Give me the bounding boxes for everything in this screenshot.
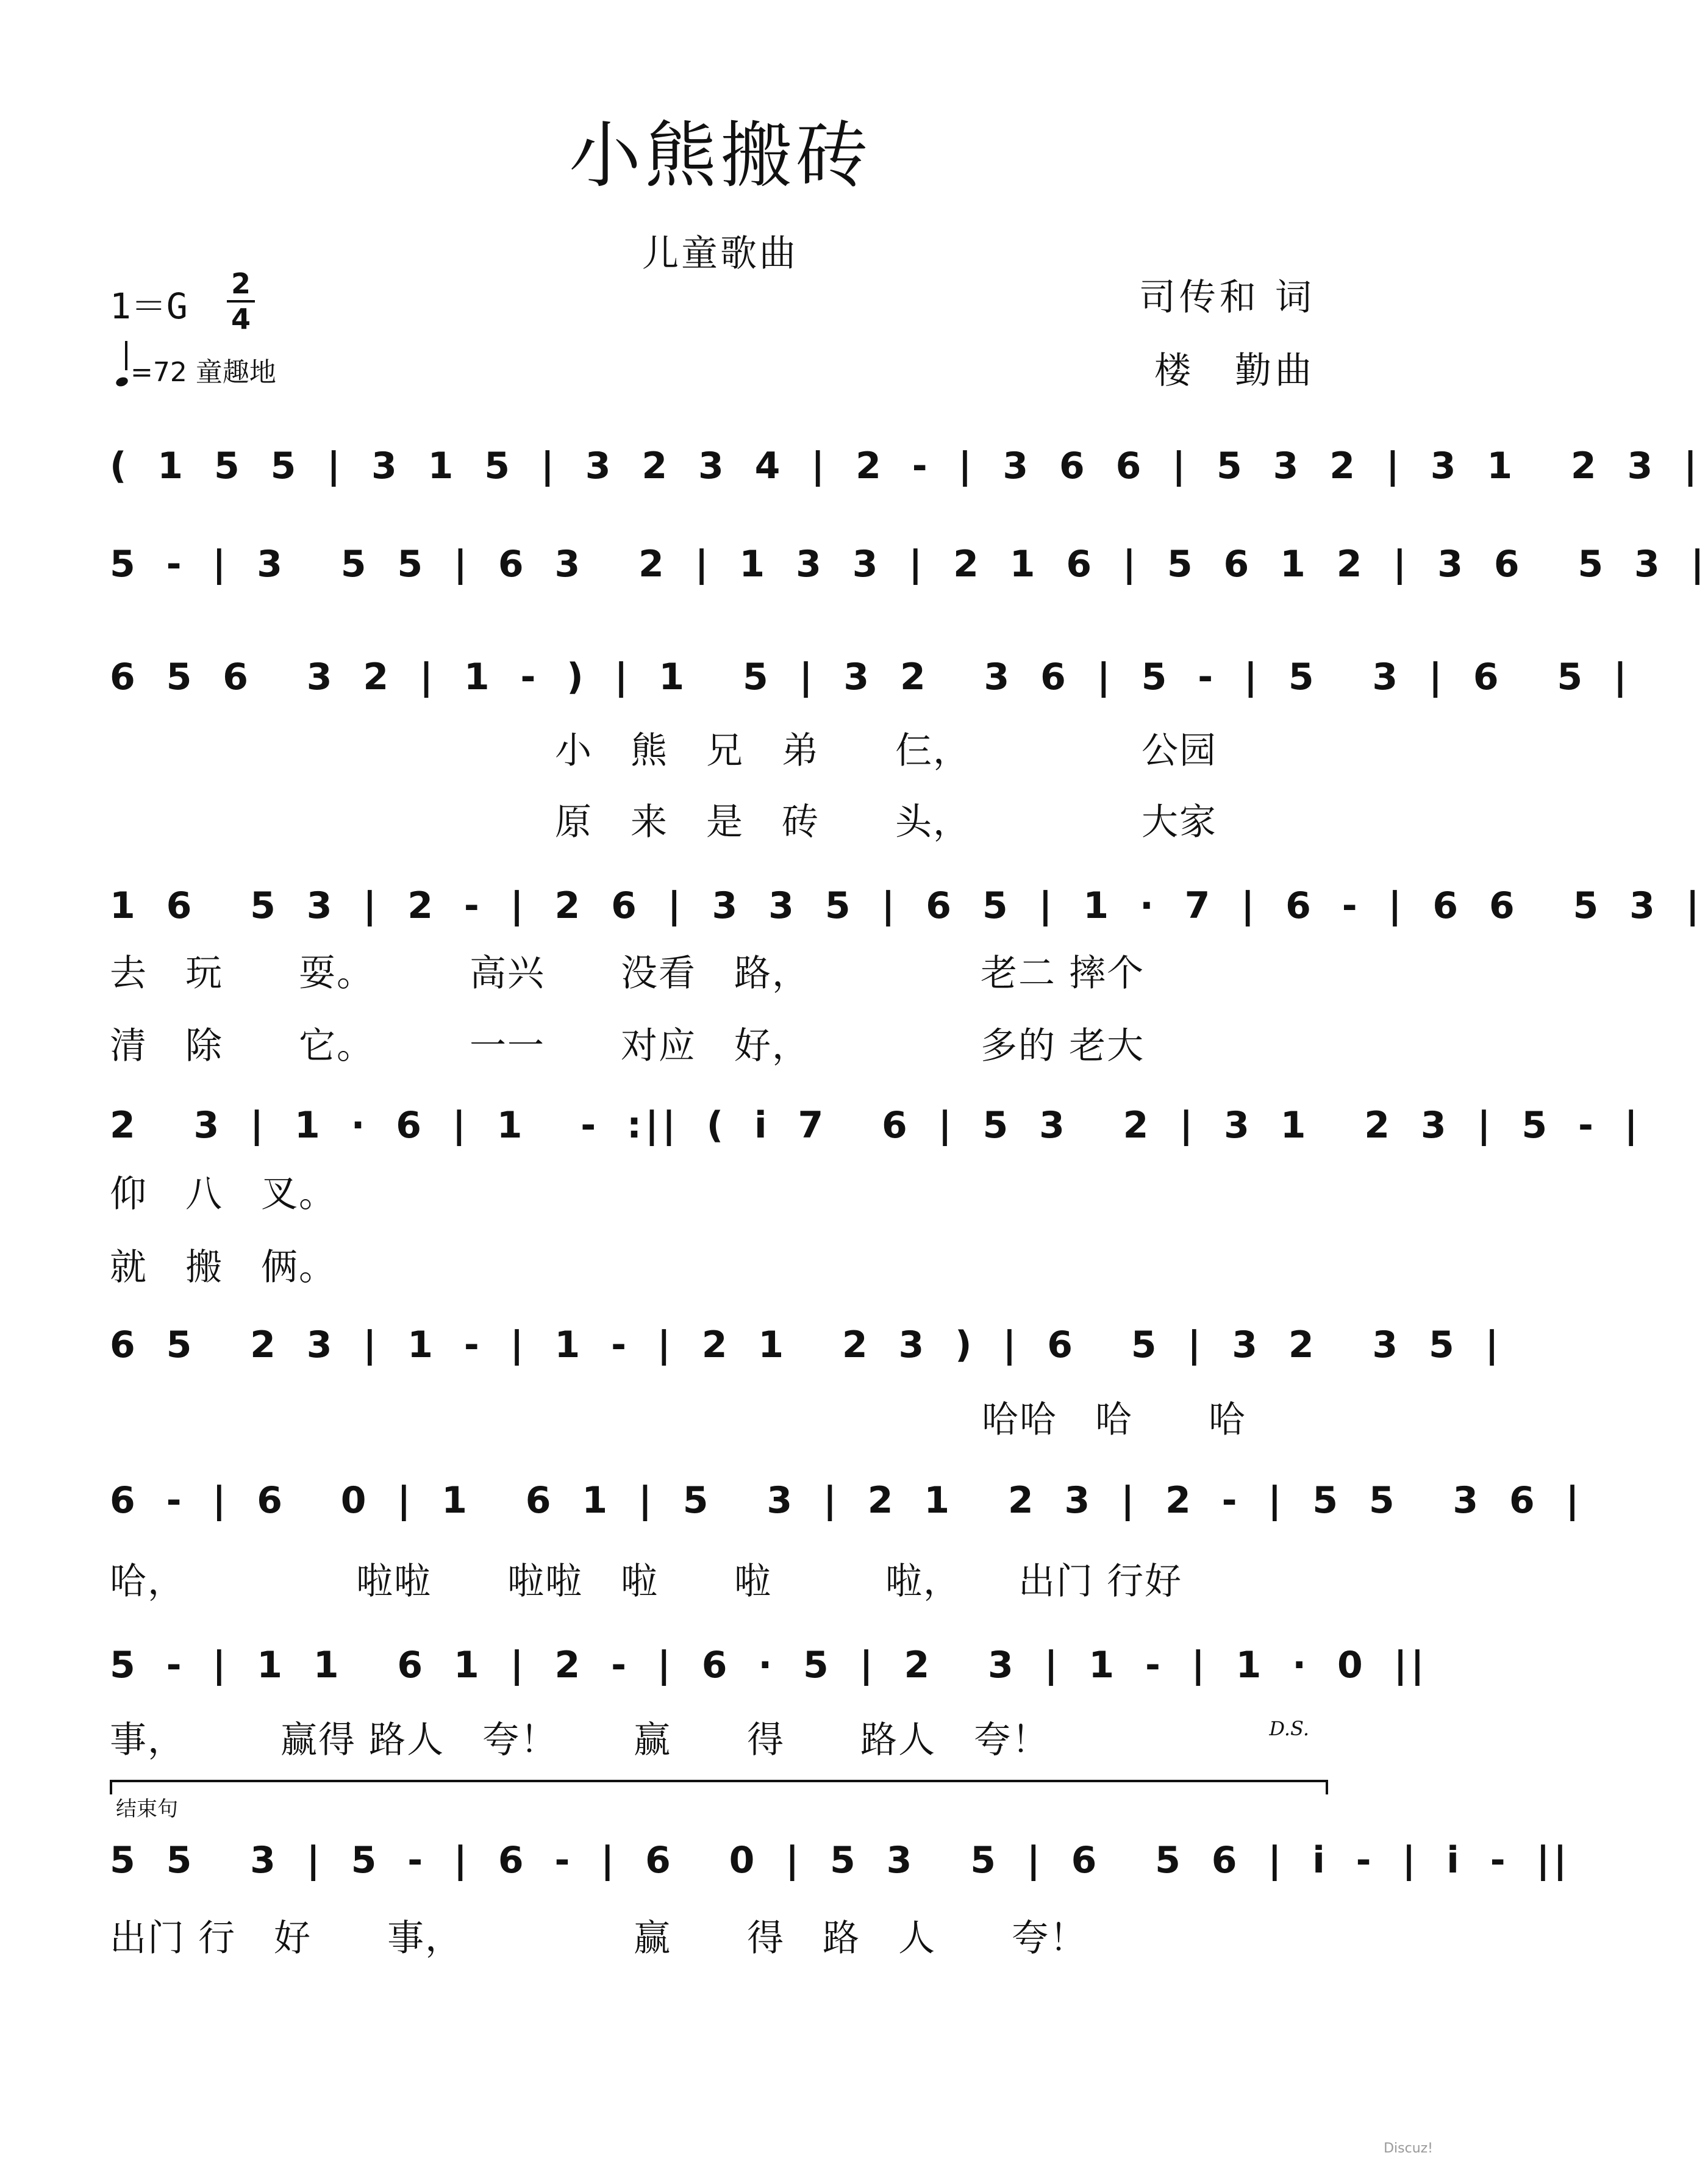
watermark: Discuz! <box>1384 2141 1433 2156</box>
notation-row-5 <box>110 1101 1642 1156</box>
tempo-text: =72 童趣地 <box>130 357 276 388</box>
composer: 楼 勤曲 <box>1154 349 1315 392</box>
notation-row-1 <box>110 442 1701 496</box>
notation-text: 6 - | 6 0 | 1 6 1 | 5 3 | 2 1 2 3 | 2 - | 5 5 3 6 | <box>110 1479 1583 1522</box>
notation-text: 5 - | 1 1 6 1 | 2 - | 6 · 5 | 2 3 | 1 - | 1 · 0 || <box>110 1644 1428 1686</box>
notation-row-2 <box>110 540 1708 595</box>
notation-text: 6 5 2 3 | 1 - | 1 - | 2 1 2 3 ) | 6 5 | 3 2 3 5 | <box>110 1324 1503 1366</box>
song-title: 小熊搬砖 <box>568 113 871 198</box>
lyricist: 司传和 词 <box>1138 276 1315 319</box>
time-signature-bottom: 4 <box>230 303 251 335</box>
notation-row-7 <box>110 1476 1583 1531</box>
ending-bracket <box>110 1780 1328 1794</box>
notation-text: 5 5 3 | 5 - | 6 - | 6 0 | 5 3 5 | 6 5 6 | i - | i - || <box>110 1839 1571 1882</box>
notation-text: 6 5 6 3 2 | 1 - ) | 1 5 | 3 2 3 6 | 5 - | 5 3 | 6 5 | <box>110 656 1631 698</box>
ds-marking: D.S. <box>1269 1717 1309 1740</box>
time-signature <box>227 268 255 334</box>
notation-text: 5 - | 3 5 5 | 6 3 2 | 1 3 3 | 2 1 6 | 5 6 1 2 | 3 6 5 3 | <box>110 543 1708 586</box>
notation-text: ( 1 5 5 | 3 1 5 | 3 2 3 4 | 2 - | 3 6 6 | 5 3 2 | 3 1 2 3 | <box>110 445 1701 487</box>
notation-text: 2 3 | 1 · 6 | 1 - :|| ( i 7 6 | 5 3 2 | 3 1 2 3 | 5 - | <box>110 1104 1642 1147</box>
notation-row-8 <box>110 1641 1428 1696</box>
tempo-marking <box>116 350 276 389</box>
notation-row-9 <box>110 1836 1571 1891</box>
time-signature-top: 2 <box>230 267 251 300</box>
notation-text: 1 6 5 3 | 2 - | 2 6 | 3 3 5 | 6 5 | 1 · 7 | 6 - | 6 6 5 3 | <box>110 884 1703 927</box>
quarter-note-icon <box>115 376 129 388</box>
notation-row-4 <box>110 881 1703 936</box>
notation-row-3 <box>110 653 1631 708</box>
song-subtitle: 儿童歌曲 <box>642 232 798 275</box>
ending-label: 结束句 <box>116 1797 178 1821</box>
key-signature: 1＝G <box>110 285 188 327</box>
notation-row-6 <box>110 1321 1503 1375</box>
